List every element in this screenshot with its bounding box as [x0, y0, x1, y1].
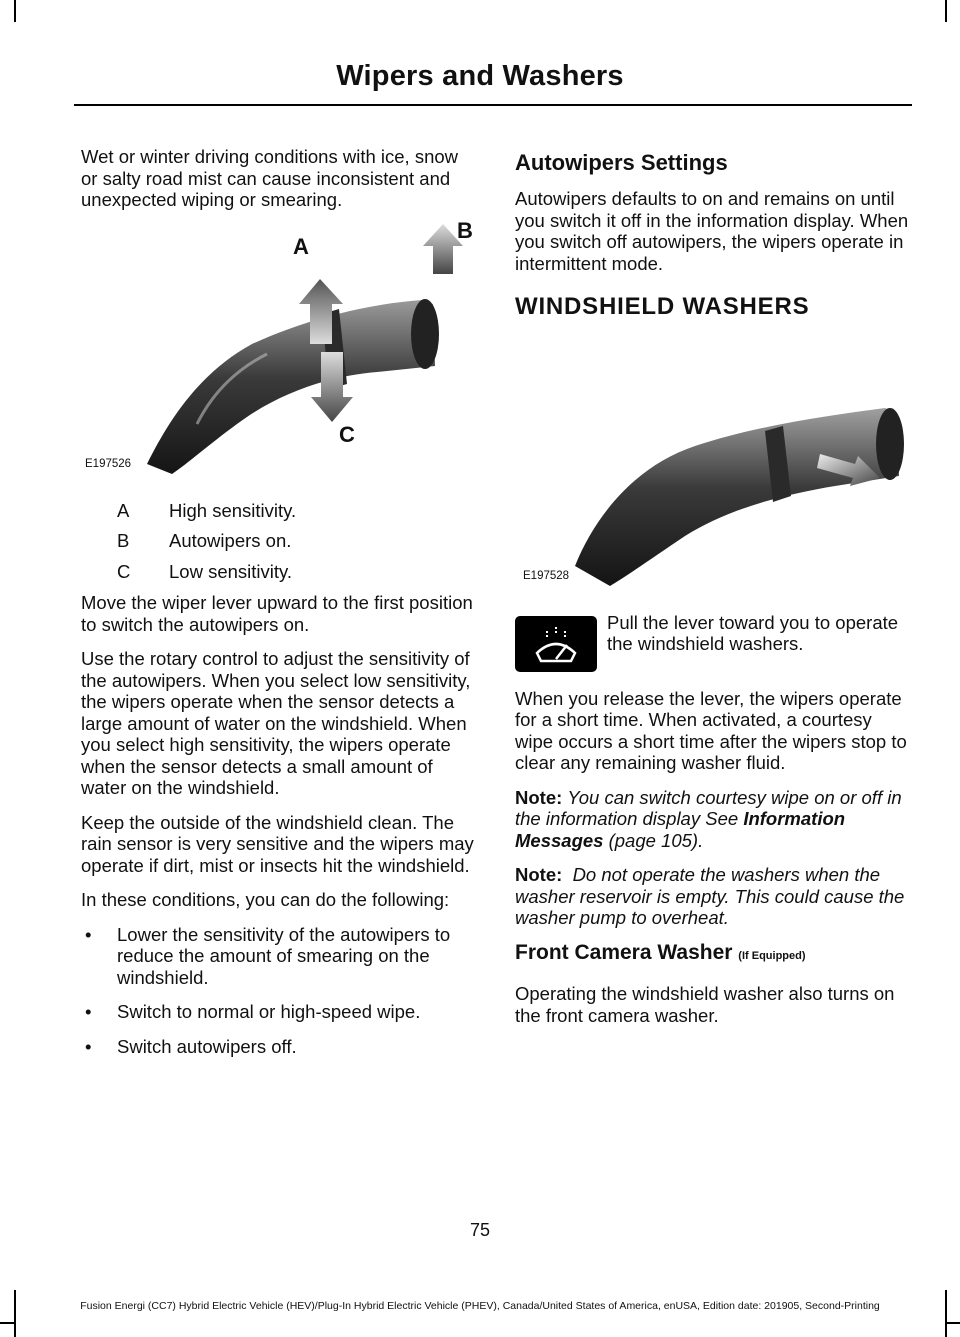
key-letter: A [117, 499, 130, 521]
pull-instruction: Pull the lever toward you to operate the windshield washers. [607, 611, 899, 654]
page-number: 75 [469, 1220, 491, 1240]
callout-a: A [293, 233, 309, 259]
information-messages-link[interactable]: Information Messages [515, 808, 846, 851]
list-item: • Switch to normal or high-speed wipe. [81, 1001, 477, 1023]
callout-c: C [339, 421, 355, 447]
wiper-lever-figure [77, 217, 473, 482]
list-item: • Switch autowipers off. [81, 1036, 477, 1058]
washers-heading: WINDSHIELD WASHERS [515, 293, 810, 320]
camera-washer-heading [515, 942, 912, 968]
crop-mark [0, 1322, 16, 1324]
key-row [81, 561, 477, 583]
washer-lever-illustration [515, 336, 912, 594]
crop-mark [945, 0, 947, 22]
right-column [515, 146, 912, 1039]
camera-heading-text: Front Camera Washer [515, 940, 733, 964]
body-paragraph: Use the rotary control to adjust the sensitivity of the autowipers. When you select low sensitivity, the wipers operate when the sensor detects a large amount of water on the windshield. When you select high sensitivity, the wipers operate when the sensor detects a small amount of water on the windshield. [81, 648, 471, 798]
washer-instruction [515, 612, 912, 672]
crop-mark [945, 1290, 947, 1337]
note-label: Note: [515, 864, 563, 885]
washer-lever-figure [515, 336, 912, 594]
page-reference: (page 105). [608, 829, 704, 851]
body-paragraph: Move the wiper lever upward to the first position to switch the autowipers on. [81, 592, 473, 635]
body-paragraph: Autowipers defaults to on and remains on until you switch it off in the information display. When you switch off autowipers, the wipers operate in intermittent mode. [515, 188, 909, 274]
figure-code: E197526 [85, 458, 132, 470]
body-paragraph: When you release the lever, the wipers operate for a short time. When activated, a courtesy wipe occurs a short time after the wipers stop to clear any remaining washer fluid. [515, 687, 907, 773]
note-reservoir [515, 864, 912, 929]
note-courtesy [515, 787, 912, 852]
key-text: High sensitivity. [169, 499, 297, 521]
left-column [81, 146, 477, 1070]
autowipers-heading: Autowipers Settings [515, 150, 728, 175]
callout-b: B [457, 217, 473, 243]
key-text: Autowipers on. [169, 530, 292, 551]
key-text: Low sensitivity. [169, 560, 293, 582]
header-rule [74, 104, 912, 106]
body-paragraph: In these conditions, you can do the following: [81, 889, 450, 910]
crop-mark [945, 1322, 960, 1324]
windshield-washer-icon [515, 616, 597, 672]
body-paragraph: Operating the windshield washer also turns on the front camera washer. [515, 983, 895, 1026]
if-equipped-tag: (If Equipped) [738, 949, 806, 962]
note-text: You can switch courtesy wipe on or off in the information display [515, 786, 902, 829]
figure-code: E197528 [523, 570, 570, 582]
wiper-lever-illustration [77, 224, 473, 482]
figure-key [81, 500, 477, 583]
bullet-list [81, 924, 477, 1058]
note-label: Note: [515, 786, 563, 808]
key-row [81, 530, 477, 552]
footer-text: Fusion Energi (CC7) Hybrid Electric Vehicle (HEV)/Plug-In Hybrid Electric Vehicle (PHEV), Canada/United States of America, enUSA, Edition date: 201905, Second-Printing [80, 1300, 880, 1312]
key-letter: C [117, 560, 131, 582]
key-letter: B [117, 530, 130, 551]
list-item: • Lower the sensitivity of the autowipers to reduce the amount of smearing on the windshield. [81, 924, 477, 989]
intro-paragraph: Wet or winter driving conditions with ice, snow or salty road mist can cause inconsistent and unexpected wiping or smearing. [81, 146, 459, 210]
note-text: Do not operate the washers when the washer reservoir is empty. This could cause the washer pump to overheat. [515, 864, 905, 928]
note-see: See [705, 808, 739, 829]
key-row [81, 500, 477, 522]
body-paragraph: Keep the outside of the windshield clean. The rain sensor is very sensitive and the wipers may operate if dirt, mist or insects hit the windshield. [81, 811, 474, 876]
crop-mark [14, 0, 16, 22]
page-title: Wipers and Washers [336, 60, 624, 92]
crop-mark [14, 1290, 16, 1337]
